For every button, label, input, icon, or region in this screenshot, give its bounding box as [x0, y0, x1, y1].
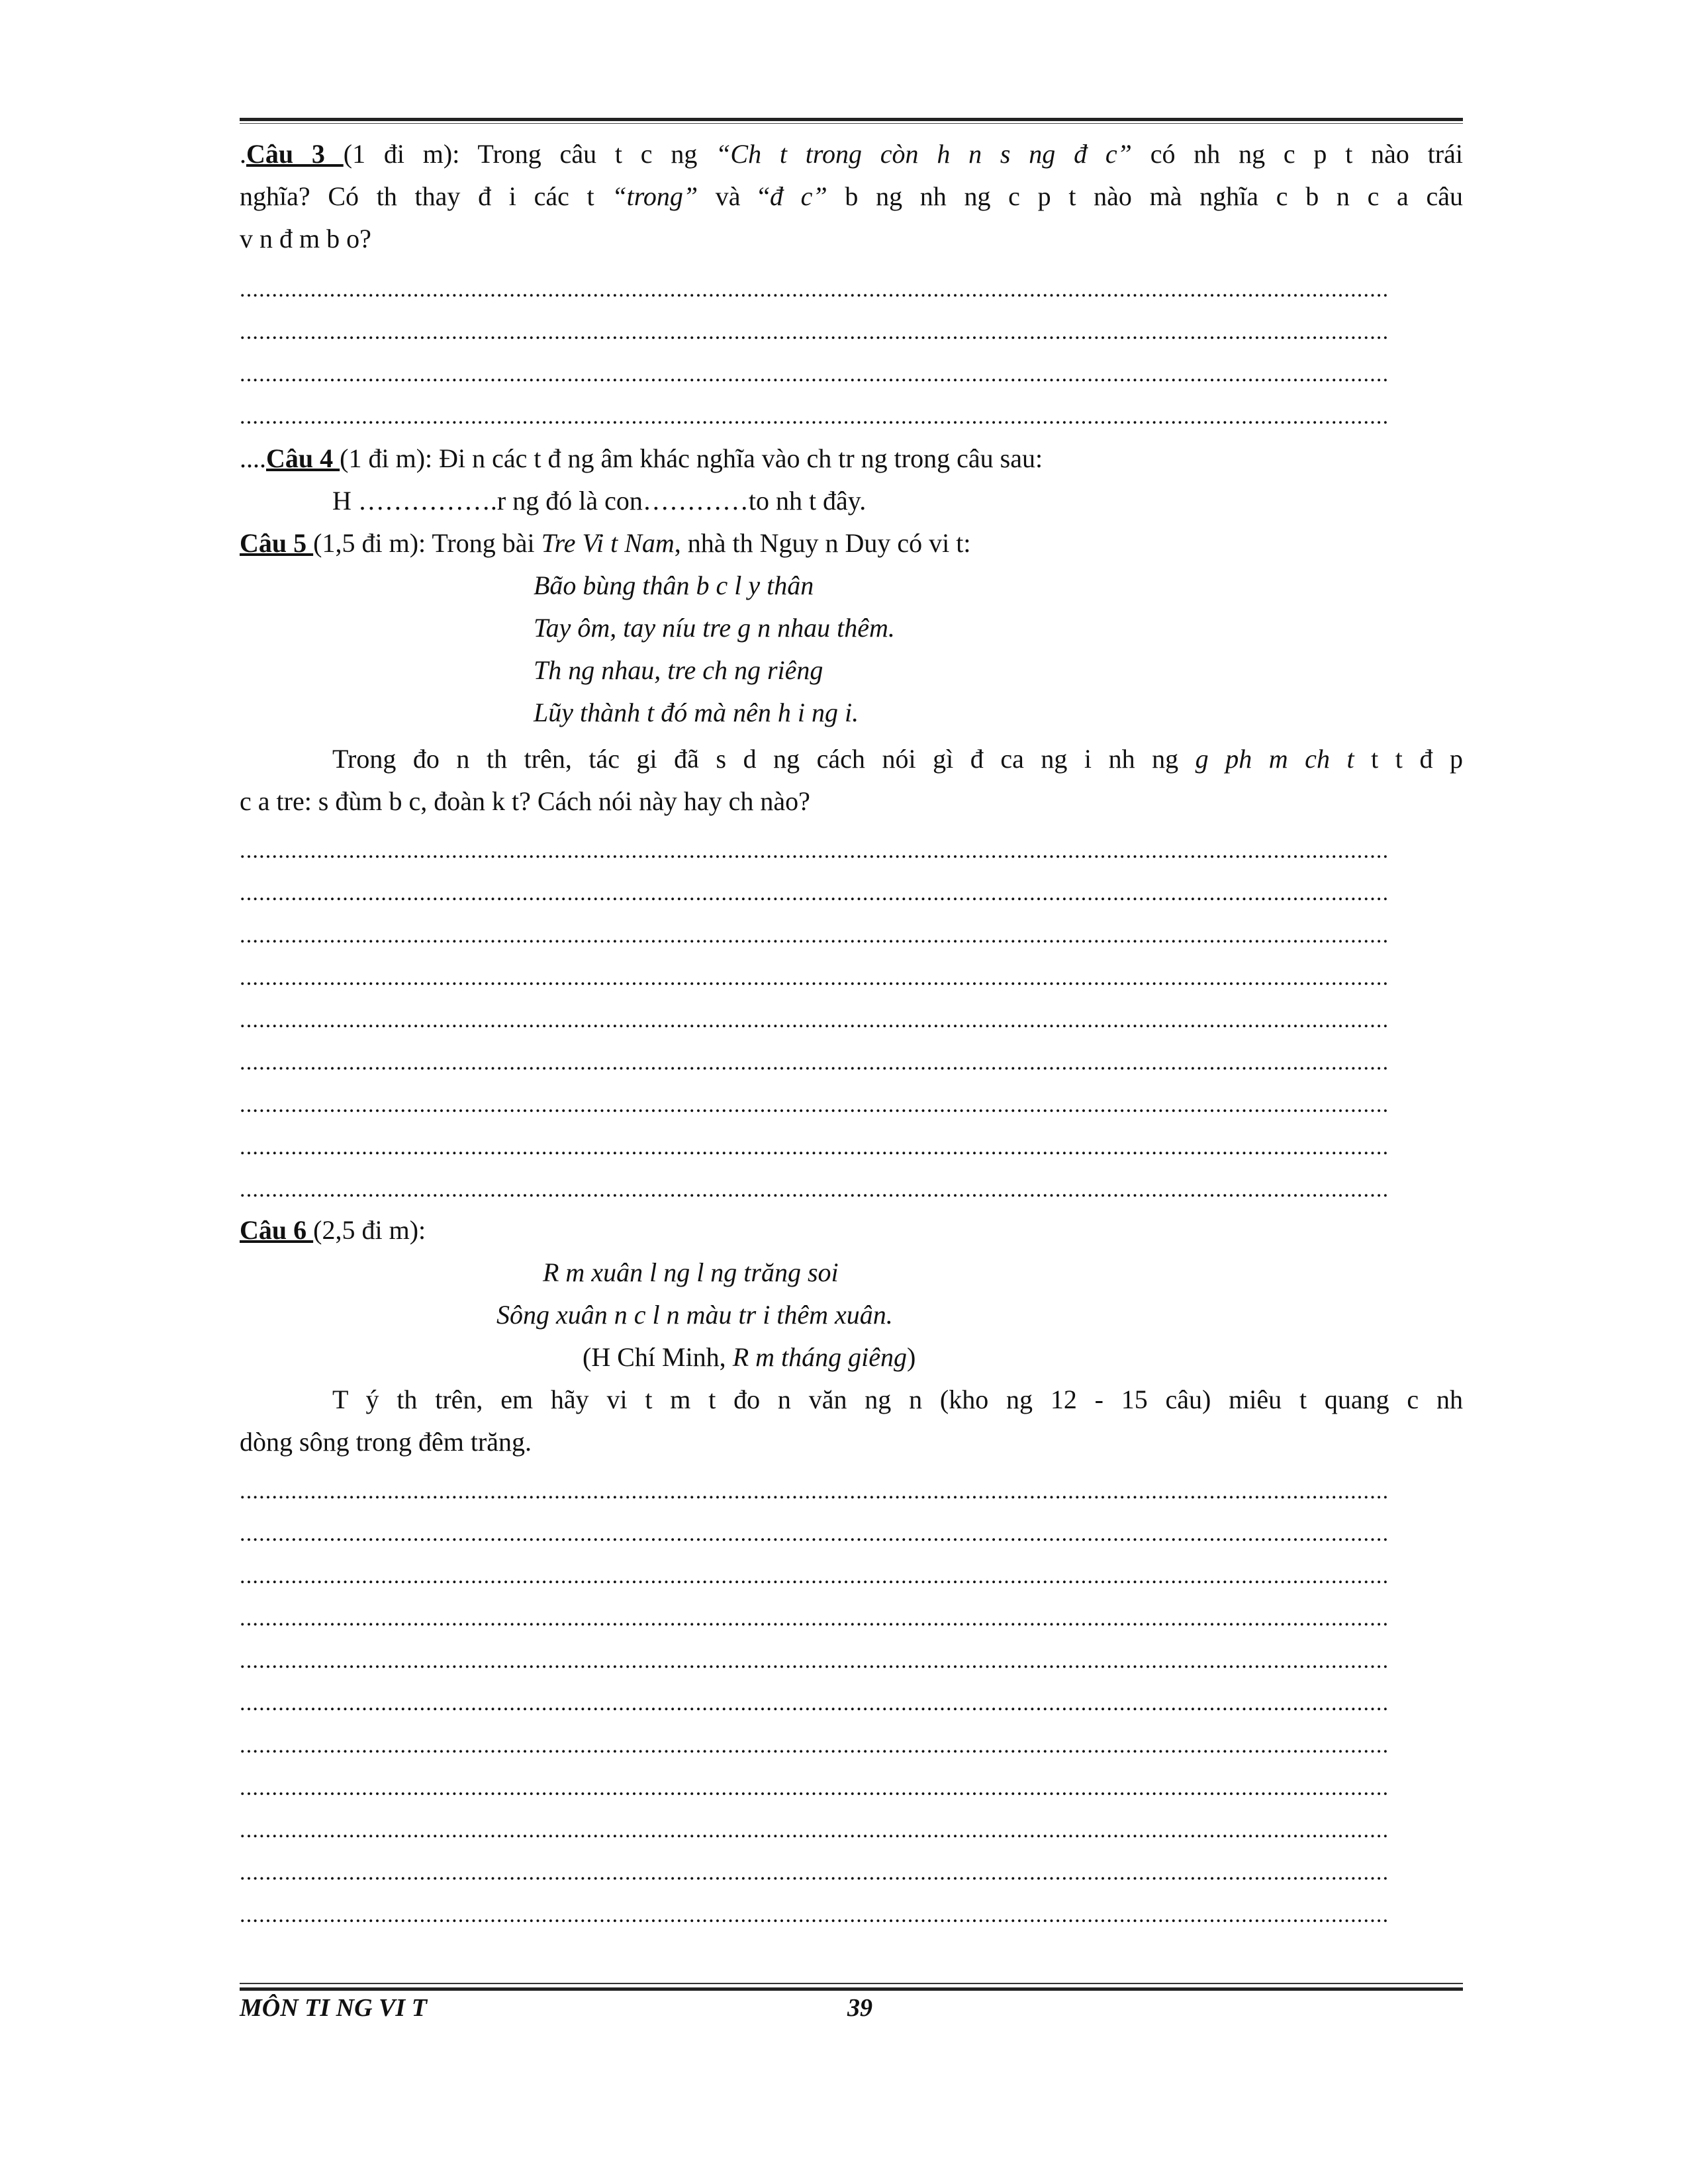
- answer-line: ...................................................................................................................................................................................: [240, 404, 1389, 429]
- answer-line: ...................................................................................................................................................................................: [240, 1479, 1389, 1504]
- q5-poem-line: Lũy thành t đó mà nên h i ng i.: [534, 698, 859, 727]
- answer-line: ...................................................................................................................................................................................: [240, 277, 1389, 302]
- q5-poem-line: Tay ôm, tay níu tre g n nhau thêm.: [534, 613, 895, 643]
- q6-poem-line: Sông xuân n c l n màu tr i thêm xuân.: [496, 1300, 893, 1330]
- q6-prompt-2: dòng sông trong đêm trăng.: [240, 1427, 532, 1457]
- q5-prompt-2: c a tre: s đùm b c, đoàn k t? Cách nói này hay ch nào?: [240, 786, 810, 816]
- answer-line: ...................................................................................................................................................................................: [240, 1606, 1389, 1631]
- q6-prompt-1: T ý th trên, em hãy vi t m t đo n văn ng n (kho ng 12 - 15 câu) miêu t quang c nh: [332, 1385, 1463, 1414]
- q3-line-1: .Câu 3 (1 đi m): Trong câu t c ng “Ch t trong còn h n s ng đ c” có nh ng c p t nào trái: [240, 139, 1463, 169]
- q3-line-2: nghĩa? Có th thay đ i các t “trong” và “đ c” b ng nh ng c p t nào mà nghĩa c b n c a câu: [240, 181, 1464, 211]
- q6-source: (H Chí Minh, R m tháng giêng): [583, 1342, 916, 1372]
- header-rule-thin: [240, 123, 1463, 124]
- answer-line: ...................................................................................................................................................................................: [240, 1818, 1389, 1843]
- q5-label: Câu 5: [240, 528, 314, 558]
- answer-line: ...................................................................................................................................................................................: [240, 923, 1389, 948]
- answer-line: ...................................................................................................................................................................................: [240, 1050, 1389, 1075]
- page-number: 39: [847, 1994, 872, 2022]
- q5-poem-line: Th ng nhau, tre ch ng riêng: [534, 655, 823, 685]
- answer-line: ...................................................................................................................................................................................: [240, 1649, 1389, 1673]
- answer-line: ...................................................................................................................................................................................: [240, 362, 1389, 387]
- answer-line: ...................................................................................................................................................................................: [240, 1776, 1389, 1800]
- q6-line-1: Câu 6 (2,5 đi m):: [240, 1215, 426, 1245]
- answer-line: ...................................................................................................................................................................................: [240, 1522, 1389, 1546]
- answer-line: ...................................................................................................................................................................................: [240, 320, 1389, 344]
- q3-label: Câu 3: [246, 139, 344, 169]
- answer-line: ...................................................................................................................................................................................: [240, 1564, 1389, 1588]
- q5-prompt-1: Trong đo n th trên, tác gi đã s d ng cách nói gì đ ca ng i nh ng g ph m ch t t t đ p: [332, 744, 1464, 774]
- q3-line-3: v n đ m b o?: [240, 224, 371, 253]
- q4-fill-sentence: H …………….r ng đó là con…………to nh t đây.: [332, 486, 867, 516]
- header-rule: [240, 118, 1463, 121]
- answer-line: ...................................................................................................................................................................................: [240, 1733, 1389, 1758]
- footer-rule-thin: [240, 1983, 1463, 1984]
- answer-line: ...................................................................................................................................................................................: [240, 1093, 1389, 1117]
- answer-line: ...................................................................................................................................................................................: [240, 881, 1389, 905]
- answer-line: ...................................................................................................................................................................................: [240, 966, 1389, 990]
- q5-poem-line: Bão bùng thân b c l y thân: [534, 570, 814, 600]
- answer-line: ...................................................................................................................................................................................: [240, 839, 1389, 863]
- answer-line: ...................................................................................................................................................................................: [240, 1135, 1389, 1160]
- answer-line: ...................................................................................................................................................................................: [240, 1177, 1389, 1202]
- q5-line-1: Câu 5 (1,5 đi m): Trong bài Tre Vi t Nam, nhà th Nguy n Duy có vi t:: [240, 528, 971, 558]
- footer-subject: MÔN TI NG VI T: [240, 1994, 427, 2022]
- answer-line: ...................................................................................................................................................................................: [240, 1903, 1389, 1927]
- q6-label: Câu 6: [240, 1215, 314, 1245]
- q4-label: Câu 4: [266, 443, 340, 473]
- q6-poem-line: R m xuân l ng l ng trăng soi: [543, 1257, 839, 1287]
- answer-line: ...................................................................................................................................................................................: [240, 1008, 1389, 1032]
- footer-rule: [240, 1987, 1463, 1991]
- answer-line: ...................................................................................................................................................................................: [240, 1691, 1389, 1715]
- q4-line-1: ....Câu 4 (1 đi m): Đi n các t đ ng âm khác nghĩa vào ch tr ng trong câu sau:: [240, 443, 1043, 473]
- answer-line: ...................................................................................................................................................................................: [240, 1860, 1389, 1885]
